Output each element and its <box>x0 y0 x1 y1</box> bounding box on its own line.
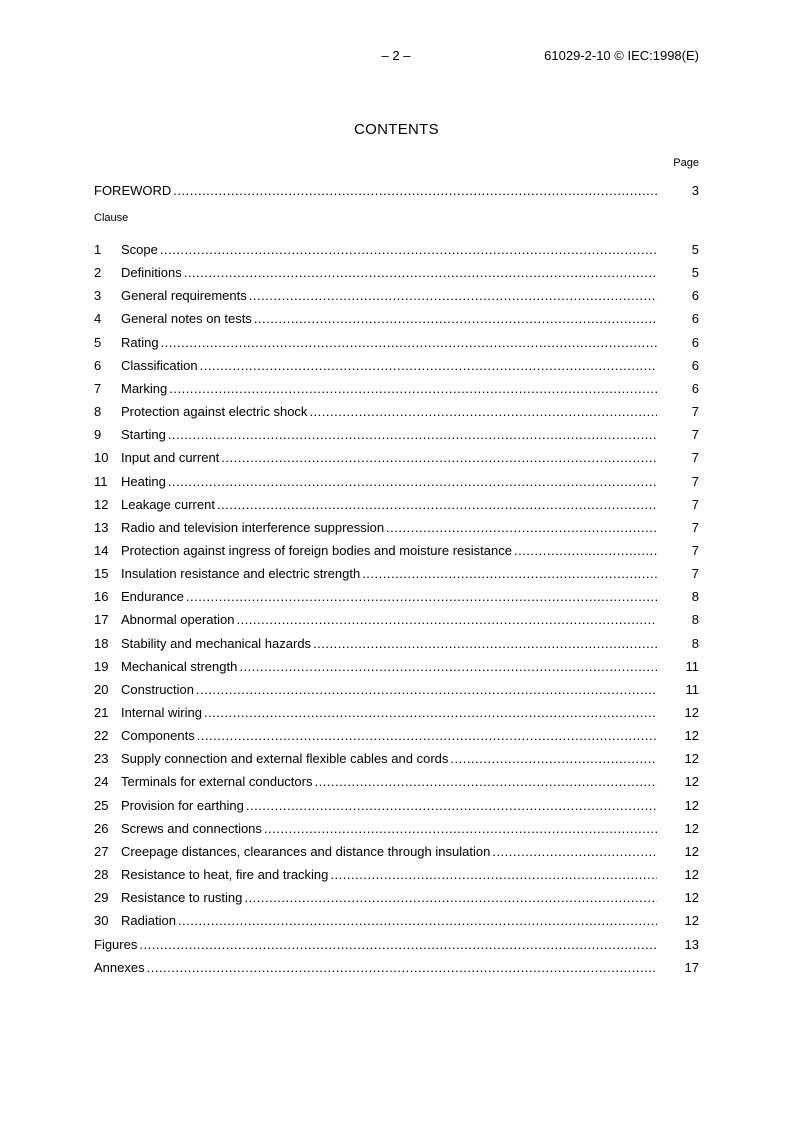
toc-leader-dots <box>147 960 657 975</box>
toc-entry-title: Provision for earthing <box>121 797 244 813</box>
toc-entry-title: Protection against electric shock <box>121 404 308 420</box>
toc-entry-page: 7 <box>691 427 699 443</box>
toc-entry-number: 18 <box>94 635 109 651</box>
toc-entry-title: General notes on tests <box>121 311 252 327</box>
toc-row-clause-20[interactable] <box>94 682 699 700</box>
toc-entry-title: Abnormal operation <box>121 612 235 628</box>
toc-leader-dots <box>254 311 657 326</box>
toc-leader-dots <box>264 821 657 836</box>
toc-entry-number: 4 <box>94 311 102 327</box>
toc-entry-page: 12 <box>684 913 699 929</box>
toc-row-clause-24[interactable] <box>94 774 699 792</box>
toc-entry-number: 26 <box>94 820 109 836</box>
toc-entry-page: 7 <box>691 450 699 466</box>
toc-row-clause-7[interactable] <box>94 381 699 399</box>
toc-entry-page: 13 <box>684 936 699 952</box>
toc-entry-number: 24 <box>94 774 109 790</box>
toc-leader-dots <box>313 636 657 651</box>
toc-row-clause-9[interactable] <box>94 427 699 445</box>
toc-entry-number: 10 <box>94 450 109 466</box>
toc-entry-number: 1 <box>94 242 102 257</box>
toc-entry-page: 12 <box>684 890 699 906</box>
toc-entry-number: 7 <box>94 380 102 396</box>
toc-row-clause-14[interactable] <box>94 543 699 561</box>
toc-entry-title: Screws and connections <box>121 820 262 836</box>
toc-leader-dots <box>139 937 657 952</box>
toc-leader-dots <box>386 520 657 535</box>
toc-entry-page: 11 <box>685 658 699 674</box>
toc-entry-number: 22 <box>94 728 109 744</box>
toc-row-clause-3[interactable] <box>94 288 699 306</box>
toc-leader-dots <box>173 183 657 198</box>
toc-leader-dots <box>186 589 657 604</box>
page-number: – 2 – <box>381 48 411 63</box>
toc-row-clause-26[interactable] <box>94 821 699 839</box>
toc-entry-page: 6 <box>691 334 699 350</box>
toc-leader-dots <box>314 774 657 789</box>
toc-entry-title: Protection against ingress of foreign bodies and moisture resistance <box>121 542 512 558</box>
toc-row-clause-18[interactable] <box>94 636 699 654</box>
toc-leader-dots <box>244 890 657 905</box>
toc-leader-dots <box>236 612 657 627</box>
toc-entry-title: Insulation resistance and electric strength <box>121 566 361 582</box>
toc-leader-dots <box>168 474 657 489</box>
toc-entry-number: 25 <box>94 797 109 813</box>
toc-entry-page: 5 <box>691 242 699 257</box>
toc-entry-number: 16 <box>94 589 109 605</box>
toc-entry-title: Annexes <box>94 959 145 975</box>
toc-entry-title: Marking <box>121 380 168 396</box>
toc-row-clause-29[interactable] <box>94 890 699 908</box>
toc-entry-page: 8 <box>691 612 699 628</box>
toc-leader-dots <box>169 381 657 396</box>
toc-entry-title: Supply connection and external flexible cables and cords <box>121 751 449 767</box>
toc-entry-title: Heating <box>121 473 166 489</box>
toc-entry-title: Classification <box>121 357 198 373</box>
toc-entry-page: 7 <box>691 542 699 558</box>
toc-entry-number: 21 <box>94 705 109 720</box>
toc-leader-dots <box>160 242 657 257</box>
toc-entry-number: 12 <box>94 496 109 512</box>
toc-entry-page: 12 <box>684 751 699 767</box>
toc-entry-page: 6 <box>691 311 699 327</box>
toc-entry-title: Mechanical strength <box>121 658 238 674</box>
toc-row-clause-15[interactable] <box>94 566 699 584</box>
toc-entry-title: Resistance to heat, fire and tracking <box>121 867 329 883</box>
toc-entry-number: 15 <box>94 566 109 582</box>
document-reference: 61029-2-10 © IEC:1998(E) <box>544 48 699 63</box>
toc-entry-page: 12 <box>684 843 699 859</box>
toc-row-clause-16[interactable] <box>94 589 699 607</box>
toc-entry-page: 12 <box>684 867 699 883</box>
toc-row-clause-19[interactable] <box>94 659 699 677</box>
toc-entry-page: 11 <box>685 681 699 697</box>
toc-entry-number: 17 <box>94 612 109 628</box>
toc-leader-dots <box>168 427 657 442</box>
toc-leader-dots <box>217 497 657 512</box>
toc-entry-title: Endurance <box>121 589 184 605</box>
toc-leader-dots <box>246 798 657 813</box>
toc-entry-number: 3 <box>94 288 102 304</box>
toc-entry-number: 14 <box>94 542 109 558</box>
toc-entry-page: 12 <box>684 705 699 720</box>
toc-entry-title: Definitions <box>121 265 182 281</box>
toc-row-clause-13[interactable] <box>94 520 699 538</box>
toc-entry-number: 6 <box>94 357 102 373</box>
toc-entry-number: 30 <box>94 913 109 929</box>
toc-entry-number: 11 <box>94 473 108 489</box>
toc-row-figures[interactable] <box>94 937 699 955</box>
toc-entry-title: Starting <box>121 427 166 443</box>
toc-entry-number: 2 <box>94 265 102 281</box>
toc-entry-title: Components <box>121 728 195 744</box>
toc-entry-number: 9 <box>94 427 102 443</box>
toc-row-clause-22[interactable] <box>94 728 699 746</box>
toc-entry-page: 6 <box>691 380 699 396</box>
toc-entry-page: 12 <box>684 820 699 836</box>
toc-leader-dots <box>514 543 657 558</box>
toc-entry-page: 7 <box>691 519 699 535</box>
toc-entry-number: 29 <box>94 890 109 906</box>
toc-entry-page: 17 <box>684 959 699 975</box>
toc-leader-dots <box>184 265 657 280</box>
toc-entry-title: Creepage distances, clearances and distance through insulation <box>121 843 491 859</box>
toc-leader-dots <box>221 450 657 465</box>
toc-entry-page: 3 <box>691 183 699 198</box>
toc-entry-page: 8 <box>691 589 699 605</box>
toc-entry-number: 20 <box>94 681 109 697</box>
toc-row-clause-21[interactable] <box>94 705 699 723</box>
toc-leader-dots <box>200 358 657 373</box>
toc-leader-dots <box>309 404 657 419</box>
toc-entry-title: Figures <box>94 936 138 952</box>
toc-leader-dots <box>450 751 657 766</box>
toc-entry-title: Scope <box>121 242 158 257</box>
toc-leader-dots <box>204 705 657 720</box>
toc-row-clause-12[interactable] <box>94 497 699 515</box>
page-column-label: Page <box>673 157 699 169</box>
toc-entry-title: Rating <box>121 334 159 350</box>
toc-row-clause-28[interactable] <box>94 867 699 885</box>
toc-leader-dots <box>362 566 657 581</box>
toc-entry-number: 23 <box>94 751 109 767</box>
toc-entry-page: 12 <box>684 797 699 813</box>
toc-row-clause-5[interactable] <box>94 335 699 353</box>
toc-entry-title: General requirements <box>121 288 247 304</box>
toc-entry-page: 7 <box>691 404 699 420</box>
toc-entry-title: FOREWORD <box>94 183 172 198</box>
toc-entry-number: 13 <box>94 519 109 535</box>
clause-column-label: Clause <box>94 212 129 224</box>
toc-leader-dots <box>197 728 657 743</box>
toc-entry-page: 12 <box>684 728 699 744</box>
toc-row-clause-2[interactable] <box>94 265 699 283</box>
toc-row-clause-23[interactable] <box>94 751 699 769</box>
toc-entry-page: 7 <box>691 473 699 489</box>
toc-leader-dots <box>492 844 657 859</box>
toc-entry-page: 12 <box>684 774 699 790</box>
toc-entry-title: Resistance to rusting <box>121 890 243 906</box>
toc-leader-dots <box>196 682 657 697</box>
toc-entry-title: Internal wiring <box>121 705 202 720</box>
toc-entry-page: 6 <box>691 357 699 373</box>
toc-entry-number: 8 <box>94 404 102 420</box>
toc-row-clause-11[interactable] <box>94 474 699 492</box>
toc-row-clause-10[interactable] <box>94 450 699 468</box>
toc-row-clause-8[interactable] <box>94 404 699 422</box>
toc-entry-number: 28 <box>94 867 109 883</box>
toc-entry-page: 8 <box>691 635 699 651</box>
toc-entry-number: 27 <box>94 843 109 859</box>
toc-row-clause-4[interactable] <box>94 311 699 329</box>
toc-leader-dots <box>239 659 657 674</box>
toc-row-clause-1[interactable] <box>94 242 699 260</box>
toc-entry-title: Radio and television interference suppression <box>121 519 385 535</box>
toc-entry-page: 7 <box>691 566 699 582</box>
contents-title: CONTENTS <box>354 121 439 138</box>
toc-row-clause-17[interactable] <box>94 612 699 630</box>
toc-entry-title: Leakage current <box>121 496 215 512</box>
toc-leader-dots <box>161 335 657 350</box>
toc-row-foreword[interactable] <box>94 183 699 201</box>
toc-entry-number: 19 <box>94 658 109 674</box>
toc-entry-page: 5 <box>691 265 699 281</box>
toc-entry-title: Stability and mechanical hazards <box>121 635 312 651</box>
toc-entry-title: Input and current <box>121 450 220 466</box>
toc-row-clause-30[interactable] <box>94 913 699 931</box>
toc-entry-page: 6 <box>691 288 699 304</box>
toc-row-annexes[interactable] <box>94 960 699 978</box>
toc-leader-dots <box>178 913 657 928</box>
toc-row-clause-6[interactable] <box>94 358 699 376</box>
toc-entry-title: Radiation <box>121 913 176 929</box>
toc-leader-dots <box>330 867 657 882</box>
toc-entry-title: Construction <box>121 681 194 697</box>
toc-entry-title: Terminals for external conductors <box>121 774 313 790</box>
toc-row-clause-25[interactable] <box>94 798 699 816</box>
toc-row-clause-27[interactable] <box>94 844 699 862</box>
toc-entry-page: 7 <box>691 496 699 512</box>
toc-leader-dots <box>249 288 657 303</box>
toc-entry-number: 5 <box>94 334 102 350</box>
